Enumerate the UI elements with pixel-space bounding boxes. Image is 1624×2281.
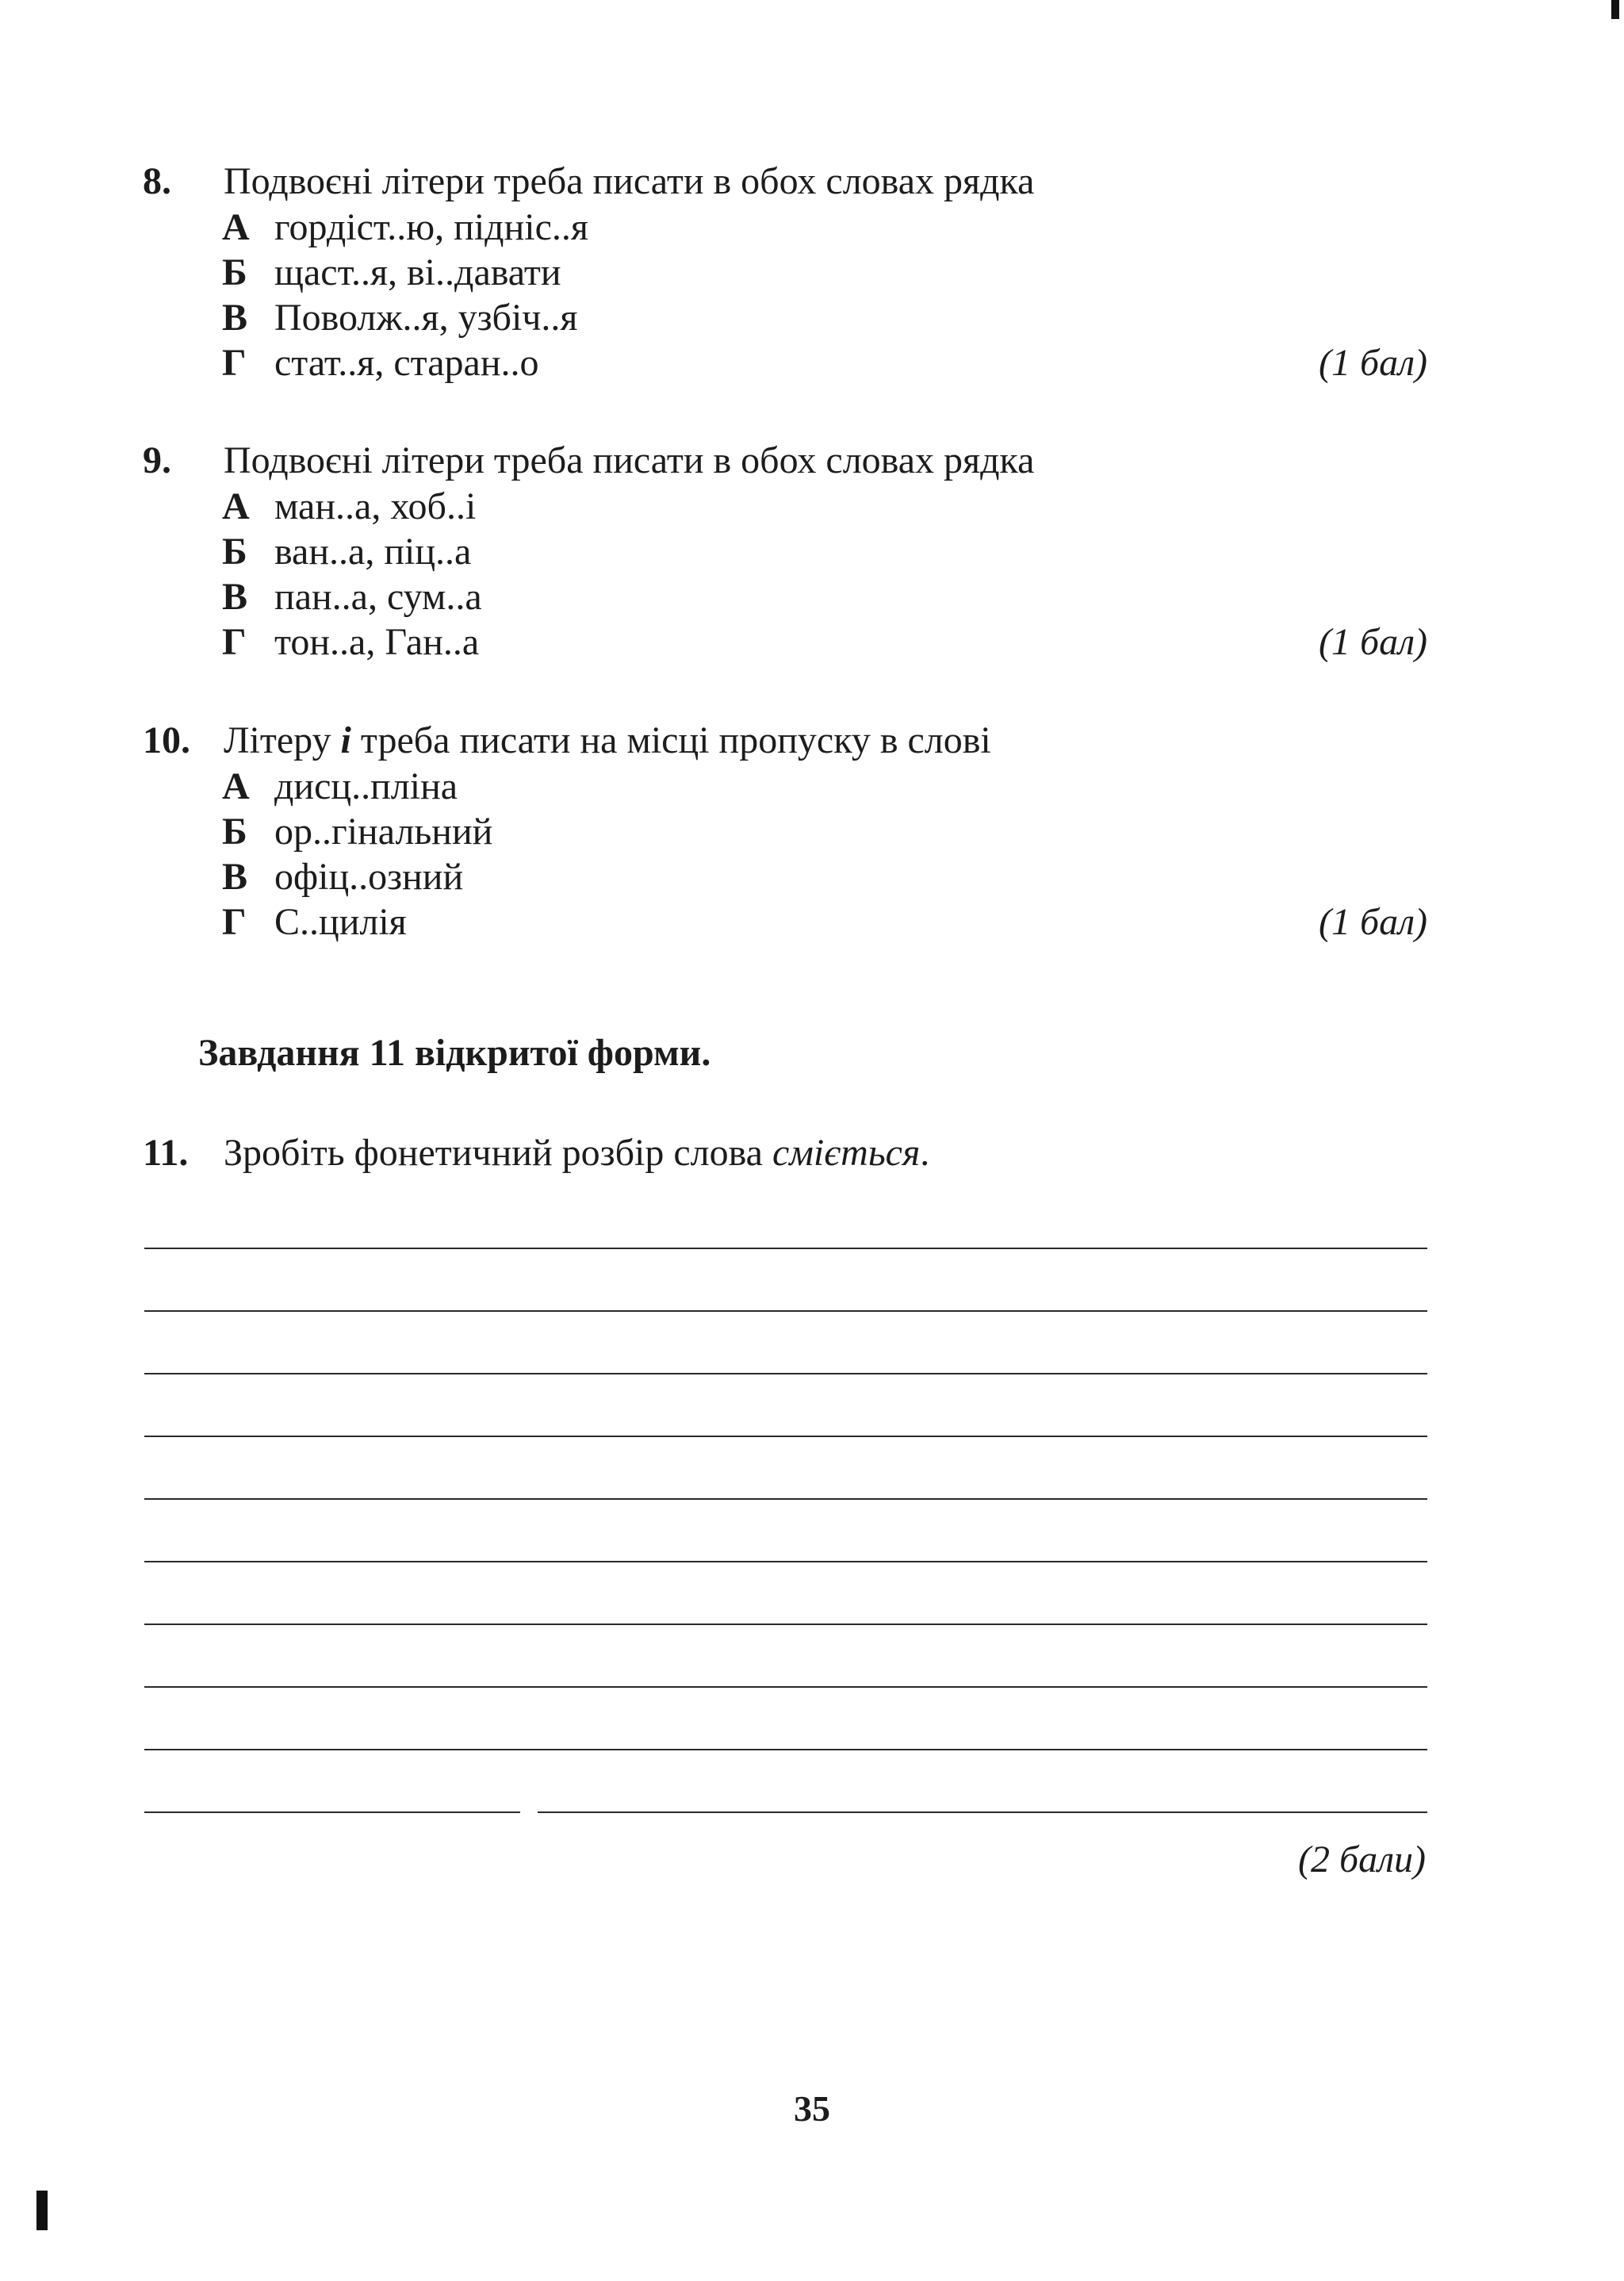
answer-line[interactable]: [144, 1624, 1427, 1625]
option-letter: В: [222, 856, 248, 898]
option-b: [222, 250, 1427, 295]
question-prompt: [224, 1130, 929, 1176]
answer-line[interactable]: [144, 1373, 1427, 1374]
option-text: пан..а, сум..а: [274, 576, 482, 618]
answer-line[interactable]: [144, 1811, 520, 1813]
option-text: офіц..озний: [274, 856, 464, 898]
answer-line[interactable]: [144, 1310, 1427, 1312]
section-title: Завдання 11 відкритої форми.: [198, 1032, 711, 1074]
option-letter: Б: [222, 811, 247, 853]
question-number: 8.: [143, 160, 171, 202]
question-score: (1 бал): [1318, 901, 1427, 943]
option-letter: Г: [222, 901, 247, 943]
option-a: [222, 484, 1427, 529]
option-h: [222, 619, 1427, 665]
question-11-score: (2 бали): [1297, 1838, 1426, 1880]
answer-line[interactable]: [144, 1248, 1427, 1249]
question-10: [143, 718, 1427, 945]
question-8: [143, 159, 1427, 385]
prompt-text: Літеру: [224, 719, 341, 761]
option-v: [222, 574, 1427, 619]
question-11: [143, 1130, 929, 1176]
target-word: сміється: [772, 1132, 921, 1174]
option-letter: Г: [222, 621, 247, 663]
question-number: 9.: [143, 439, 171, 481]
answer-line[interactable]: [538, 1811, 1427, 1813]
question-prompt: [224, 718, 991, 764]
option-v: [222, 854, 1427, 899]
option-letter: А: [222, 485, 250, 527]
option-h: [222, 899, 1427, 945]
question-prompt: Подвоєні літери треба писати в обох словах рядка: [224, 160, 1035, 202]
prompt-text: треба писати на місці пропуску в слові: [350, 719, 991, 761]
option-text: ор..гінальний: [274, 811, 493, 853]
question-9: [143, 438, 1427, 665]
option-letter: Б: [222, 531, 247, 573]
question-prompt: Подвоєні літери треба писати в обох словах рядка: [224, 439, 1035, 481]
option-v: [222, 295, 1427, 340]
answer-line[interactable]: [144, 1749, 1427, 1750]
option-letter: В: [222, 576, 248, 618]
page-number: 35: [794, 2088, 830, 2129]
option-letter: А: [222, 765, 250, 807]
prompt-text: Зробіть фонетичний розбір слова: [224, 1132, 772, 1174]
prompt-text: .: [920, 1132, 930, 1174]
option-letter: А: [222, 206, 250, 248]
question-header: [143, 438, 1427, 484]
question-score: (1 бал): [1318, 621, 1427, 663]
scan-mark: [1611, 0, 1619, 19]
scan-mark: [36, 2191, 48, 2230]
option-letter: Б: [222, 251, 247, 293]
question-score: (1 бал): [1318, 342, 1427, 384]
question-header: [143, 159, 1427, 205]
option-a: [222, 764, 1427, 809]
answer-line[interactable]: [144, 1686, 1427, 1688]
option-letter: Г: [222, 342, 247, 384]
question-header: [143, 718, 1427, 764]
option-text: гордіст..ю, підніс..я: [274, 206, 588, 248]
highlighted-letter: і: [340, 719, 351, 761]
option-text: щаст..я, ві..давати: [274, 251, 561, 293]
option-text: тон..а, Ган..а: [274, 621, 480, 663]
option-text: Поволж..я, узбіч..я: [274, 297, 578, 339]
option-text: ман..а, хоб..і: [274, 485, 477, 527]
answer-line[interactable]: [144, 1436, 1427, 1437]
option-text: стат..я, старан..о: [274, 342, 539, 384]
option-letter: В: [222, 297, 248, 339]
option-b: [222, 529, 1427, 574]
option-text: дисц..пліна: [274, 765, 458, 807]
answer-line[interactable]: [144, 1561, 1427, 1562]
answer-line[interactable]: [144, 1498, 1427, 1500]
option-a: [222, 205, 1427, 250]
question-number: 11.: [143, 1132, 189, 1174]
option-b: [222, 809, 1427, 854]
option-text: ван..а, піц..а: [274, 531, 472, 573]
option-h: [222, 340, 1427, 385]
question-number: 10.: [143, 719, 190, 761]
option-text: С..цилія: [274, 901, 407, 943]
